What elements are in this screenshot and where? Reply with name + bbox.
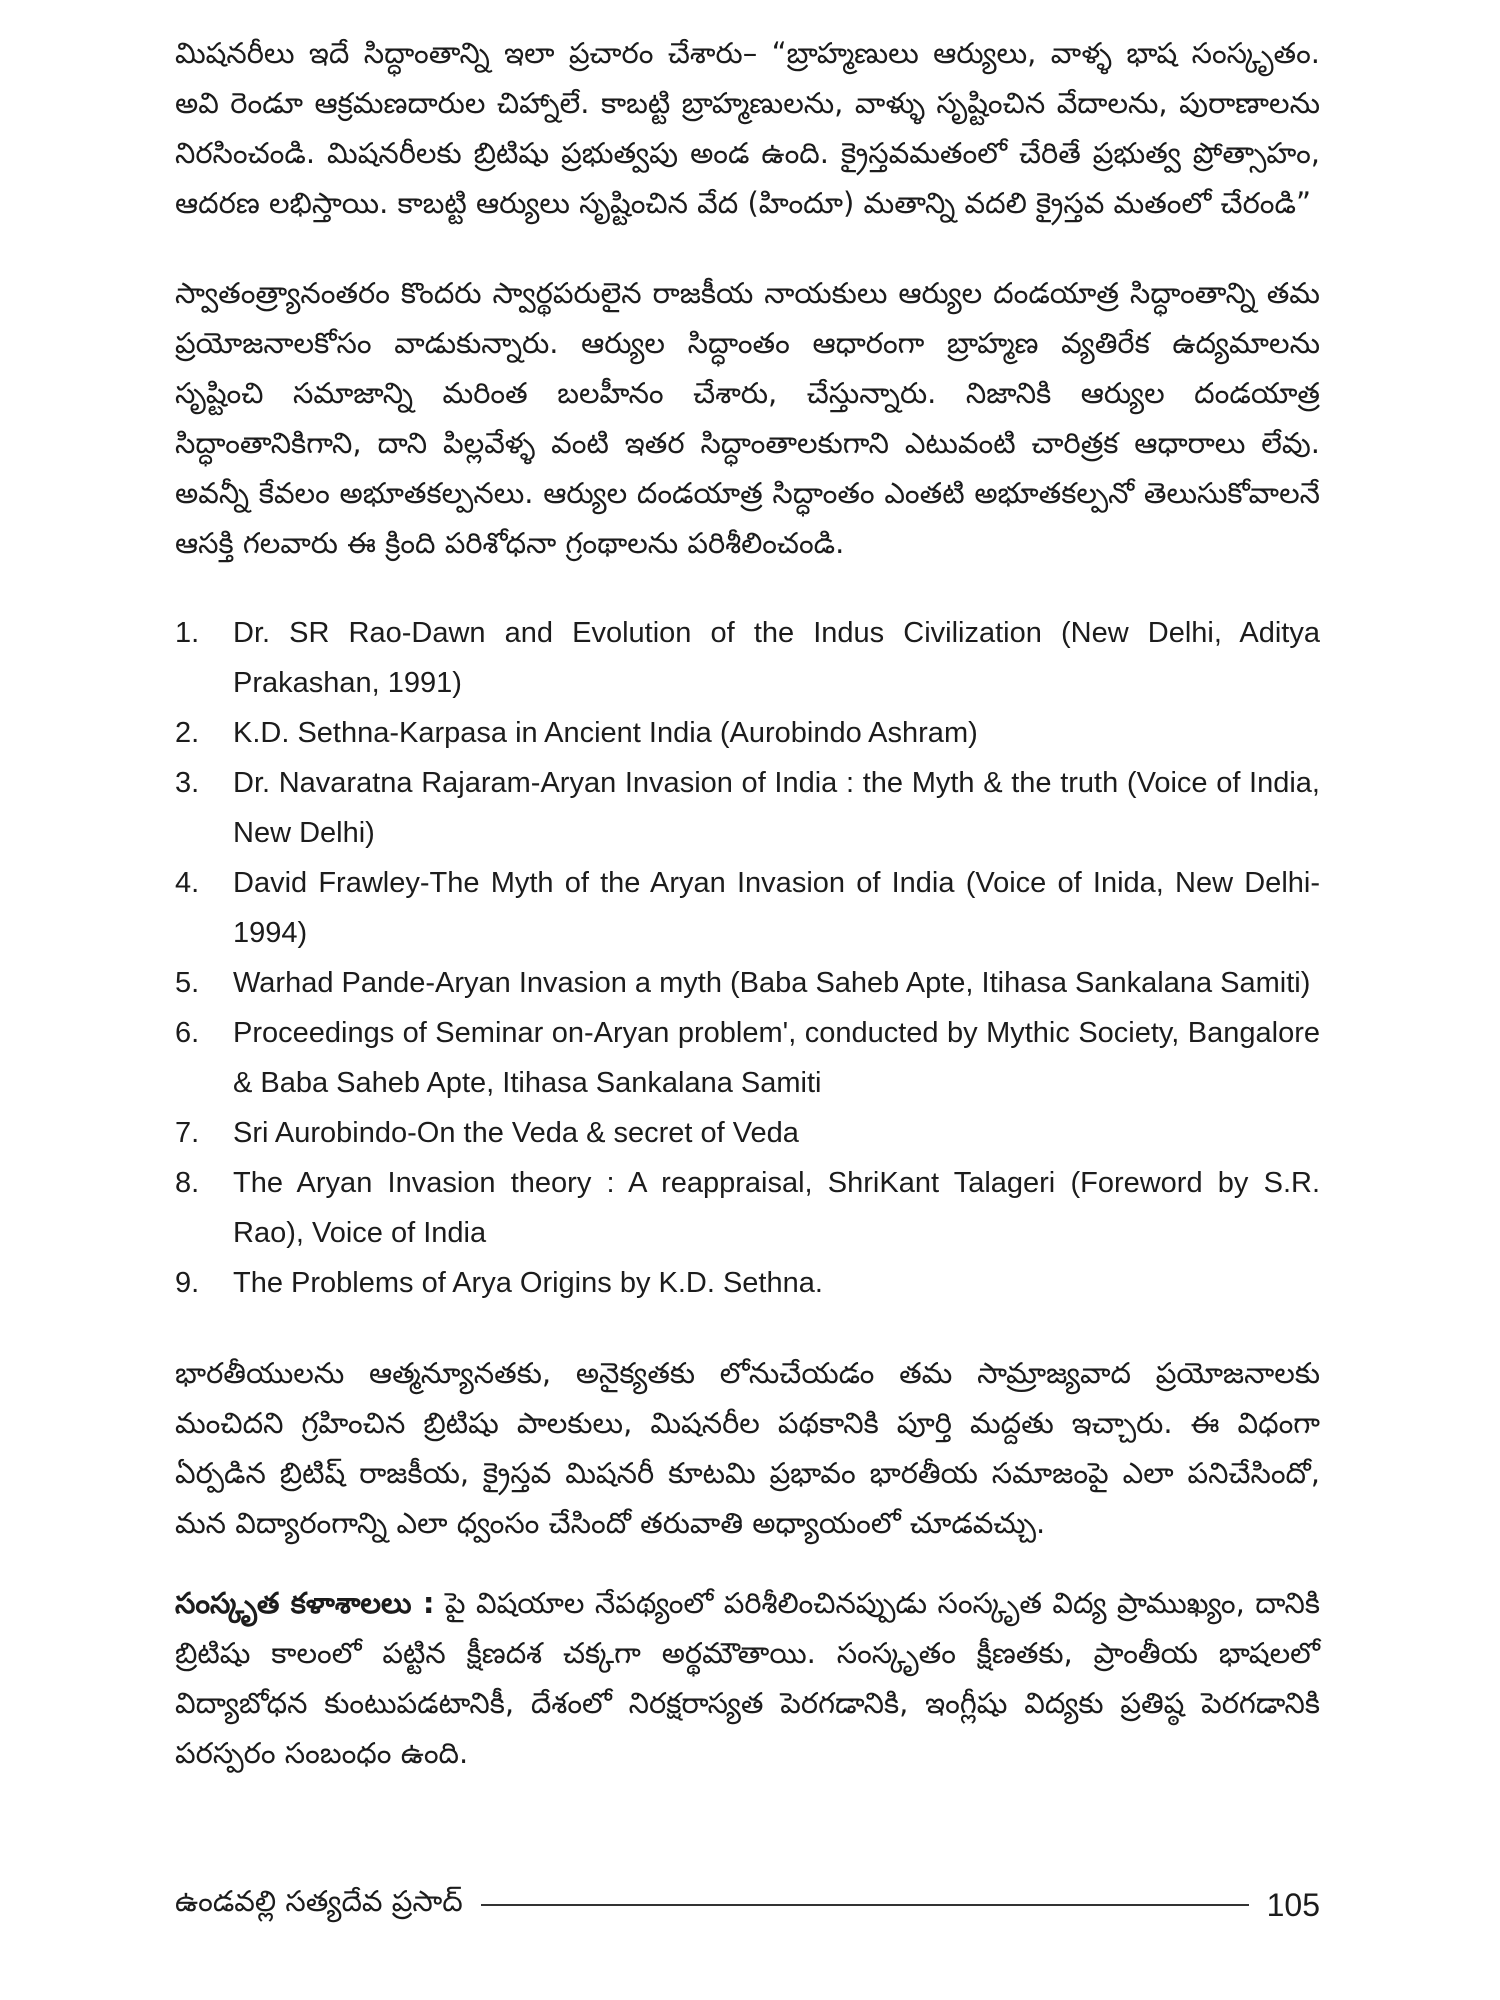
page-number: 105: [1266, 1886, 1320, 1923]
author-name: ఉండవల్లి సత్యదేవ ప్రసాద్: [175, 1884, 463, 1918]
list-item: 4. David Frawley-The Myth of the Aryan Invasion of India (Voice of Inida, New Delhi-1994): [175, 867, 1320, 949]
paragraph-sanskrit-colleges: [175, 1578, 1320, 1778]
paragraph-missionaries: మిషనరీలు ఇదే సిద్ధాంతాన్ని ఇలా ప్రచారం చేశారు– “బ్రాహ్మణులు ఆర్యులు, వాళ్ళ భాష సంస్కృతం. అవి రెండూ ఆక్రమణదారుల చిహ్నాలే. కాబట్టి బ్రాహ్మణులను, వాళ్ళు సృష్టించిన వేదాలను, పురాణాలను నిరసించండి. మిషనరీలకు బ్రిటిషు ప్రభుత్వపు అండ ఉంది. క్రైస్తవమతంలో చేరితే ప్రభుత్వ ప్రోత్సాహం, ఆదరణ లభిస్తాయి. కాబట్టి ఆర్యులు సృష్టించిన వేద (హిందూ) మతాన్ని వదలి క్రైస్తవ మతంలో చేరండి”: [175, 36, 1320, 220]
page-content: [175, 28, 1320, 1778]
list-item: 9. The Problems of Arya Origins by K.D. Sethna.: [175, 1267, 823, 1299]
paragraph-british-rulers: భారతీయులను ఆత్మన్యూనతకు, అనైక్యతకు లోనుచేయడం తమ సామ్రాజ్యవాద ప్రయోజనాలకు మంచిదని గ్రహించిన బ్రిటిషు పాలకులు, మిషనరీల పథకానికి పూర్తి మద్దతు ఇచ్చారు. ఈ విధంగా ఏర్పడిన బ్రిటిష్ రాజకీయ, క్రైస్తవ మిషనరీ కూటమి ప్రభావం భారతీయ సమాజంపై ఎలా పనిచేసిందో, మన విద్యారంగాన్ని ఎలా ధ్వంసం చేసిందో తరువాతి అధ్యాయంలో చూడవచ్చు.: [175, 1356, 1320, 1540]
list-item: 3. Dr. Navaratna Rajaram-Aryan Invasion of India : the Myth & the truth (Voice of India, New Delhi): [175, 767, 1320, 849]
page-footer: [175, 1880, 1320, 1930]
reference-list: [175, 608, 1320, 1308]
footer-rule: [481, 1904, 1249, 1906]
list-item: 6. Proceedings of Seminar on-Aryan problem', conducted by Mythic Society, Bangalore & Baba Saheb Apte, Itihasa Sankalana Samiti: [175, 1017, 1320, 1099]
list-item: 1. Dr. SR Rao-Dawn and Evolution of the Indus Civilization (New Delhi, Aditya Prakashan, 1991): [175, 617, 1320, 699]
list-item: 7. Sri Aurobindo-On the Veda & secret of Veda: [175, 1117, 799, 1149]
list-item: 5. Warhad Pande-Aryan Invasion a myth (Baba Saheb Apte, Itihasa Sankalana Samiti): [175, 967, 1311, 999]
section-heading: సంస్కృత కళాశాలలు :: [175, 1586, 435, 1620]
paragraph-body: పై విషయాల నేపథ్యంలో పరిశీలించినప్పుడు సంస్కృత విద్య ప్రాముఖ్యం, దానికి బ్రిటిషు కాలంలో పట్టిన క్షీణదశ చక్కగా అర్థమౌతాయి. సంస్కృతం క్షీణతకు, ప్రాంతీయ భాషలలో విద్యాబోధన కుంటుపడటానికీ, దేశంలో నిరక్షరాస్యత పెరగడానికి, ఇంగ్లీషు విద్యకు ప్రతిష్ఠ పెరగడానికి పరస్పరం సంబంధం ఉంది.: [175, 1586, 1321, 1770]
paragraph-post-independence: స్వాతంత్ర్యానంతరం కొందరు స్వార్థపరులైన రాజకీయ నాయకులు ఆర్యుల దండయాత్ర సిద్ధాంతాన్ని తమ ప్రయోజనాలకోసం వాడుకున్నారు. ఆర్యుల సిద్ధాంతం ఆధారంగా బ్రాహ్మణ వ్యతిరేక ఉద్యమాలను సృష్టించి సమాజాన్ని మరింత బలహీనం చేశారు, చేస్తున్నారు. నిజానికి ఆర్యుల దండయాత్ర సిద్ధాంతానికిగాని, దాని పిల్లవేళ్ళ వంటి ఇతర సిద్ధాంతాలకుగాని ఎటువంటి చారిత్రక ఆధారాలు లేవు. అవన్నీ కేవలం అభూతకల్పనలు. ఆర్యుల దండయాత్ర సిద్ధాంతం ఎంతటి అభూతకల్పనో తెలుసుకోవాలనే ఆసక్తి గలవారు ఈ క్రింది పరిశోధనా గ్రంథాలను పరిశీలించండి.: [175, 276, 1320, 560]
list-item: 2. K.D. Sethna-Karpasa in Ancient India (Aurobindo Ashram): [175, 717, 978, 749]
list-item: 8. The Aryan Invasion theory : A reappraisal, ShriKant Talageri (Foreword by S.R. Rao), Voice of India: [175, 1167, 1320, 1249]
